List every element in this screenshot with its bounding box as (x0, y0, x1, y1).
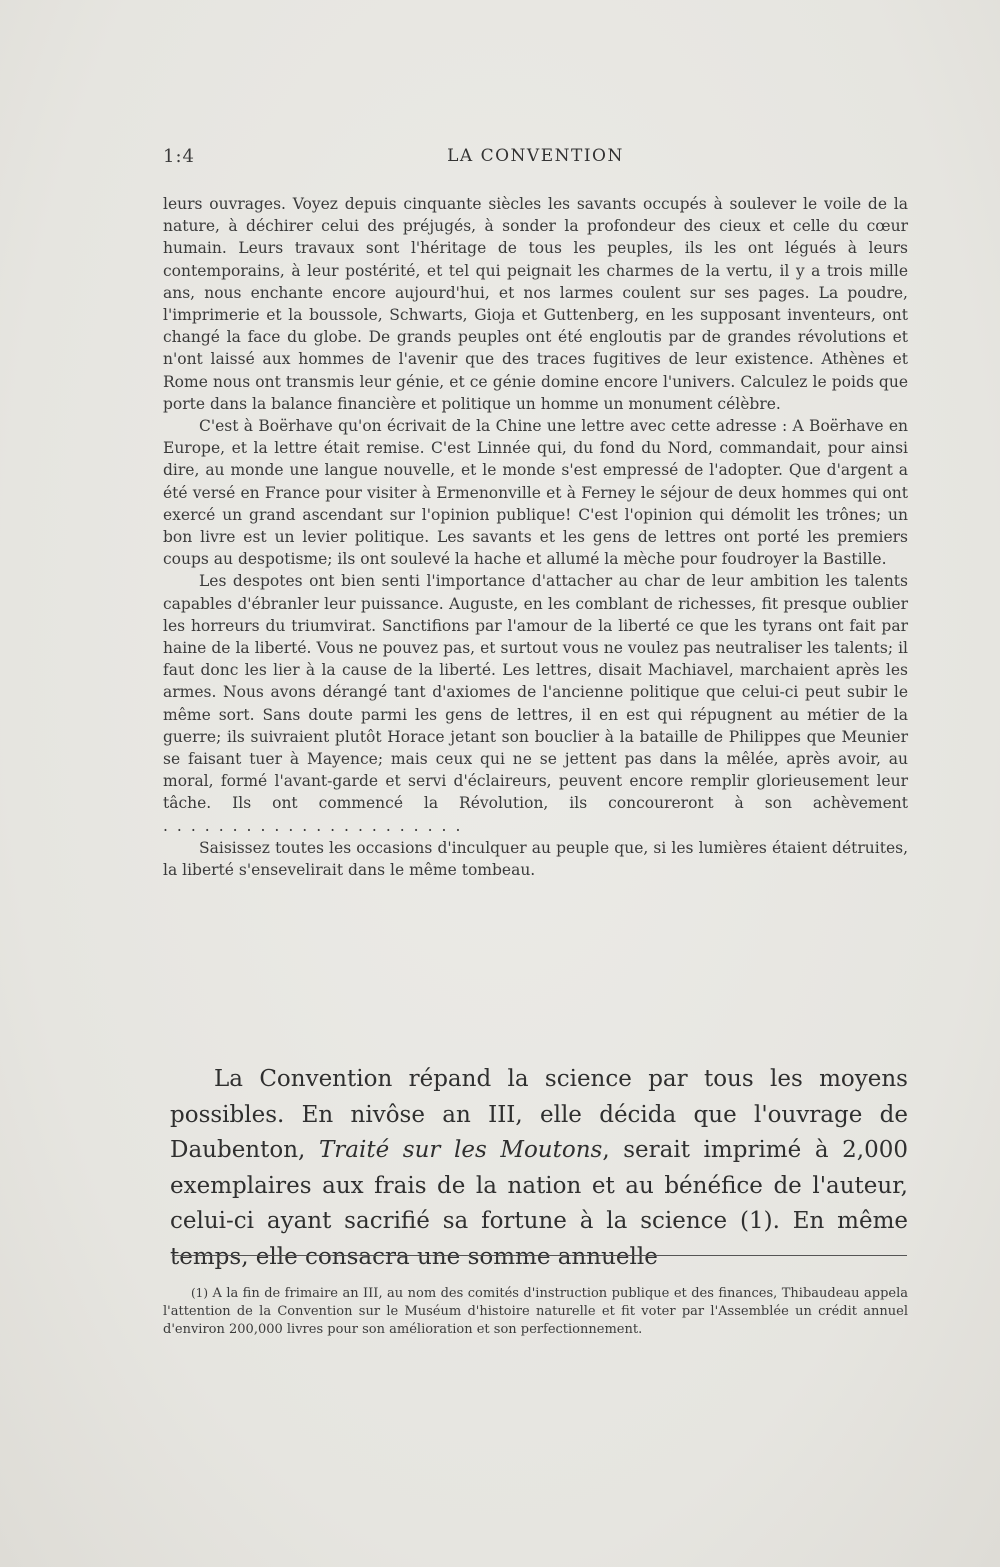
main-text-part-2: , serait imprimé à 2,000 exemplaires aux frais de la nation et au bénéfice de l'auteur, celui-ci ayant sacrifié sa fortune à la science (1). En même temps, elle consacra une somme annuelle (170, 1137, 908, 1270)
main-text-part-1: La Convention répand la science par tous les moyens possibles. En nivôse an III, elle décida que l'ouvrage de Daubenton, (170, 1066, 908, 1163)
page-header (163, 146, 908, 170)
main-paragraph (170, 1062, 908, 1275)
paragraph-3 (163, 570, 908, 836)
paragraph-2: C'est à Boërhave qu'on écrivait de la Chine une lettre avec cette adresse : A Boërhave en Europe, et la lettre était remise. C'est Linnée qui, du fond du Nord, commandait, pour ainsi dire, au monde une langue nouvelle, et le monde s'est empressé de l'adopter. Que d'argent a été versé en France pour visiter à Ermenonville et à Ferney le séjour de deux hommes qui ont exercé un grand ascendant sur l'opinion publique! C'est l'opinion qui démolit les trônes; un bon livre est un levier politique. Les savants et les gens de lettres ont porté les premiers coups au despotisme; ils ont soulevé la hache et allumé la mèche pour foudroyer la Bastille. (163, 417, 908, 569)
speech-text (163, 193, 908, 881)
footnote-marker: (1) (191, 1286, 208, 1300)
running-title: LA CONVENTION (447, 146, 624, 166)
main-text (170, 1062, 908, 1275)
footnote-paragraph (163, 1284, 908, 1339)
paragraph-1: leurs ouvrages. Voyez depuis cinquante siècles les savants occupés à soulever le voile de la nature, à déchirer celui des préjugés, à sonder la profondeur des cieux et celle du cœur humain. Leurs travaux sont l'héritage de tous les peuples, ils les ont légués à leurs contemporains, à leur postérité, et tel qui peignait les charmes de la vertu, il y a trois mille ans, nous enchante encore aujourd'hui, et nos larmes coulent sur ses pages. La poudre, l'imprimerie et la boussole, Schwarts, Gioja et Guttenberg, en les supposant inventeurs, ont changé la face du globe. De grands peuples ont été engloutis par de grandes révolutions et n'ont laissé aux hommes de l'avenir que des traces fugitives de leur existence. Athènes et Rome nous ont transmis leur génie, et ce génie domine encore l'univers. Calculez le poids que porte dans la balance financière et politique un homme un monument célèbre. (163, 195, 908, 413)
footnote-divider (172, 1255, 907, 1256)
footnote-text: A la fin de frimaire an III, au nom des comités d'instruction publique et des finances, Thibaudeau appela l'attention de la Convention sur le Muséum d'histoire naturelle et fit voter par l'Assemblée un crédit annuel d'environ 200,000 livres pour son amélioration et son perfectionnement. (163, 1286, 908, 1337)
paragraph-4: Saisissez toutes les occasions d'inculquer au peuple que, si les lumières étaient détruites, la liberté s'ensevelirait dans le même tombeau. (163, 838, 908, 880)
book-title-italic: Traité sur les Moutons (318, 1137, 603, 1163)
ellipsis-dots: ...................... (163, 816, 470, 835)
footnote (163, 1284, 908, 1339)
page-number: 1:4 (163, 146, 195, 167)
paragraph-3-text: Les despotes ont bien senti l'importance d'attacher au char de leur ambition les talents capables d'ébranler leur puissance. Auguste, en les comblant de richesses, fit presque oublier les horreurs du triumvirat. Sanctifions par l'amour de la liberté ce que les tyrans ont fait par haine de la liberté. Vous ne pouvez pas, et surtout vous ne voulez pas neutraliser les talents; il faut donc les lier à la cause de la liberté. Les lettres, disait Machiavel, marchaient après les armes. Nous avons dérangé tant d'axiomes de l'ancienne politique que celui-ci peut subir le même sort. Sans doute parmi les gens de lettres, il en est qui répugnent au métier de la guerre; ils suivraient plutôt Horace jetant son bouclier à la bataille de Philippes que Meunier se faisant tuer à Mayence; mais ceux qui ne se jettent pas dans la mêlée, après avoir, au moral, formé l'avant-garde et servi d'éclaireurs, peuvent encore remplir glorieusement leur tâche. Ils ont commencé la Révolution, ils concoureront à son achèvement (163, 572, 908, 813)
